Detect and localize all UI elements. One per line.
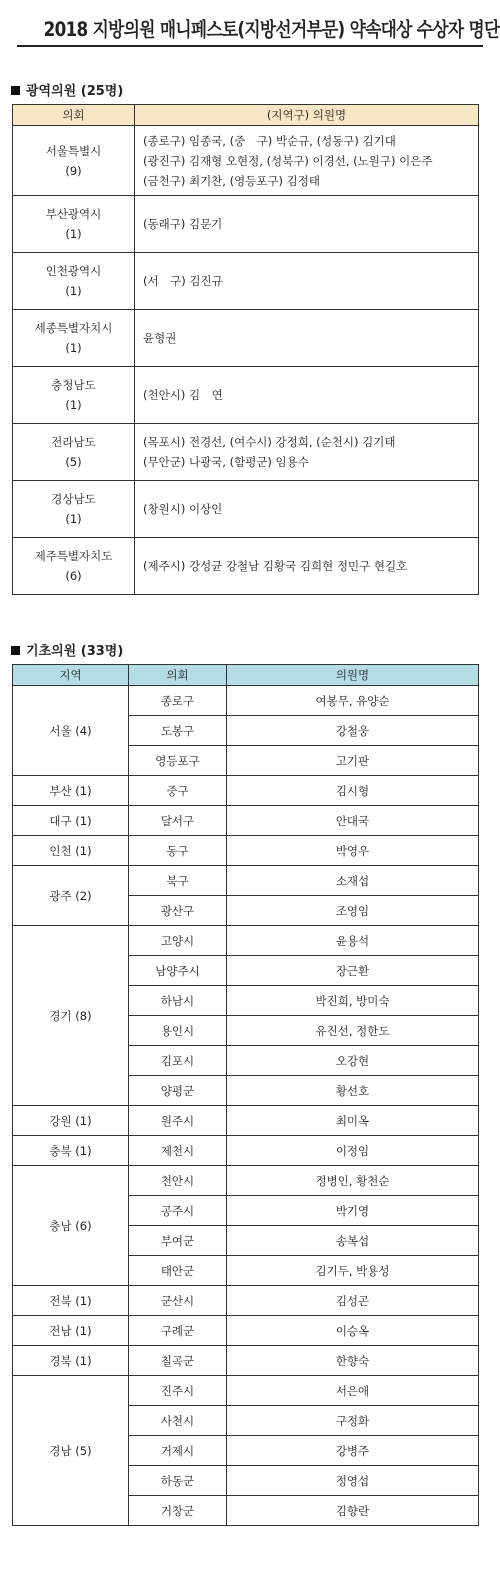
council-count: (1): [65, 512, 82, 526]
council-cell: [13, 481, 135, 538]
council-cell: [13, 310, 135, 367]
council-cell: 진주시: [129, 1376, 227, 1406]
member-names-cell: 윤용석: [227, 926, 479, 956]
table-header-row: [13, 665, 479, 686]
council-cell: 도봉구: [129, 716, 227, 746]
member-names-cell: 조영임: [227, 896, 479, 926]
square-bullet-icon: [11, 86, 20, 95]
member-names-cell: 이정임: [227, 1136, 479, 1166]
council-cell: 영등포구: [129, 746, 227, 776]
member-names-line: (금천구) 최기찬, (영등포구) 김정태: [143, 173, 320, 188]
member-names-cell: 김기두, 박용성: [227, 1256, 479, 1286]
header-names: (지역구) 의원명: [135, 105, 479, 126]
council-cell: 달서구: [129, 806, 227, 836]
member-names-line: (동래구) 김문기: [143, 217, 223, 231]
council-name: 인천광역시: [45, 264, 102, 278]
council-cell: 거제시: [129, 1436, 227, 1466]
council-count: (6): [65, 569, 82, 583]
member-names-cell: 황선호: [227, 1076, 479, 1106]
council-cell: 거창군: [129, 1496, 227, 1526]
region-cell: 대구 (1): [13, 806, 129, 836]
square-bullet-icon: [11, 646, 20, 655]
table-row: [13, 126, 479, 196]
table-row: [13, 310, 479, 367]
table-row: [13, 1376, 479, 1406]
member-names-line: (목포시) 전경선, (여수시) 강정희, (순천시) 김기태: [143, 435, 396, 449]
council-count: (9): [65, 163, 82, 178]
member-names-cell: 서은애: [227, 1376, 479, 1406]
title-underline: [17, 45, 483, 47]
section-heading-text: 기초의원 (33명): [26, 644, 124, 659]
region-cell: 부산 (1): [13, 776, 129, 806]
table-row: [13, 424, 479, 481]
member-names-cell: 고기판: [227, 746, 479, 776]
table-row: [13, 776, 479, 806]
council-cell: 제천시: [129, 1136, 227, 1166]
council-cell: 양평군: [129, 1076, 227, 1106]
council-cell: 북구: [129, 866, 227, 896]
section-heading-text: 광역의원 (25명): [26, 84, 124, 99]
member-names-cell: [135, 538, 479, 595]
member-names-line: (창원시) 이상인: [143, 502, 223, 516]
member-names-line: 윤형권: [143, 331, 177, 345]
table-header-row: [13, 105, 479, 126]
region-cell: 광주 (2): [13, 866, 129, 926]
member-names-cell: [135, 196, 479, 253]
region-cell: 전남 (1): [13, 1316, 129, 1346]
member-names-cell: 유진선, 정한도: [227, 1016, 479, 1046]
council-cell: [13, 424, 135, 481]
council-count: (5): [65, 455, 82, 469]
table-row: [13, 1136, 479, 1166]
table-row: [13, 196, 479, 253]
council-cell: [13, 253, 135, 310]
member-names-cell: 박기영: [227, 1196, 479, 1226]
table-row: [13, 836, 479, 866]
table-row: [13, 1166, 479, 1196]
section-heading-metropolitan: [11, 80, 123, 99]
table-row: [13, 1106, 479, 1136]
member-names-cell: 송복섭: [227, 1226, 479, 1256]
region-cell: 강원 (1): [13, 1106, 129, 1136]
council-cell: 천안시: [129, 1166, 227, 1196]
member-names-cell: 박영우: [227, 836, 479, 866]
council-name: 전라남도: [51, 435, 96, 449]
local-council-table: [12, 664, 479, 1526]
member-names-cell: 강철웅: [227, 716, 479, 746]
member-names-cell: 박진희, 방미숙: [227, 986, 479, 1016]
member-names-cell: [135, 424, 479, 481]
table-row: [13, 367, 479, 424]
table-row: [13, 253, 479, 310]
council-cell: 중구: [129, 776, 227, 806]
council-name: 세종특별자치시: [34, 321, 113, 335]
council-cell: 광산구: [129, 896, 227, 926]
member-names-line: (천안시) 김 연: [143, 388, 223, 402]
header-council: 의회: [129, 665, 227, 686]
council-cell: 태안군: [129, 1256, 227, 1286]
member-names-cell: 정병인, 황천순: [227, 1166, 479, 1196]
council-cell: 하남시: [129, 986, 227, 1016]
council-cell: 하동군: [129, 1466, 227, 1496]
member-names-cell: 오강현: [227, 1046, 479, 1076]
council-cell: 사천시: [129, 1406, 227, 1436]
table-row: [13, 806, 479, 836]
member-names-cell: 정영섭: [227, 1466, 479, 1496]
region-cell: 인천 (1): [13, 836, 129, 866]
council-cell: 동구: [129, 836, 227, 866]
council-count: (1): [65, 284, 82, 298]
council-cell: 원주시: [129, 1106, 227, 1136]
council-count: (1): [65, 341, 82, 355]
council-cell: 용인시: [129, 1016, 227, 1046]
section-heading-local: [11, 640, 123, 659]
council-count: (1): [65, 227, 82, 241]
member-names-line: (종로구) 임종국, (중 구) 박순규, (성동구) 김기대: [143, 133, 396, 148]
table-row: [13, 538, 479, 595]
council-name: 부산광역시: [45, 207, 102, 221]
table-row: [13, 926, 479, 956]
region-cell: 경기 (8): [13, 926, 129, 1106]
table-row: [13, 1346, 479, 1376]
header-region: 지역: [13, 665, 129, 686]
member-names-cell: 김성곤: [227, 1286, 479, 1316]
table-row: [13, 686, 479, 716]
council-cell: 부여군: [129, 1226, 227, 1256]
council-cell: [13, 538, 135, 595]
council-name: 충청남도: [51, 378, 96, 392]
member-names-cell: [135, 367, 479, 424]
member-names-cell: 최미옥: [227, 1106, 479, 1136]
council-count: (1): [65, 398, 82, 412]
table-row: [13, 866, 479, 896]
region-cell: 충북 (1): [13, 1136, 129, 1166]
member-names-cell: 장근환: [227, 956, 479, 986]
council-cell: 남양주시: [129, 956, 227, 986]
member-names-line: (무안군) 나광국, (함평군) 임용수: [143, 455, 309, 469]
region-cell: 충남 (6): [13, 1166, 129, 1286]
member-names-cell: [135, 253, 479, 310]
council-cell: [13, 367, 135, 424]
member-names-cell: 소재섭: [227, 866, 479, 896]
council-name: 제주특별자치도: [34, 549, 113, 563]
member-names-cell: [135, 310, 479, 367]
council-cell: 고양시: [129, 926, 227, 956]
member-names-cell: 한향숙: [227, 1346, 479, 1376]
table-row: [13, 1286, 479, 1316]
member-names-cell: 강병주: [227, 1436, 479, 1466]
region-cell: 경남 (5): [13, 1376, 129, 1526]
council-cell: 김포시: [129, 1046, 227, 1076]
council-cell: 군산시: [129, 1286, 227, 1316]
council-cell: [13, 126, 135, 196]
member-names-cell: [135, 126, 479, 196]
council-name: 경상남도: [51, 492, 96, 506]
table-row: [13, 481, 479, 538]
member-names-line: (광진구) 김재형 오현정, (성북구) 이경선, (노원구) 이은주: [143, 153, 433, 168]
metropolitan-council-table: [12, 104, 479, 595]
region-cell: 경북 (1): [13, 1346, 129, 1376]
member-names-line: (제주시) 강성균 강철남 김황국 김희현 정민구 현길호: [143, 559, 408, 573]
member-names-cell: 김향란: [227, 1496, 479, 1526]
region-cell: 전북 (1): [13, 1286, 129, 1316]
council-cell: 공주시: [129, 1196, 227, 1226]
header-council: 의회: [13, 105, 135, 126]
member-names-cell: 여봉무, 유양순: [227, 686, 479, 716]
council-cell: [13, 196, 135, 253]
member-names-cell: 이승옥: [227, 1316, 479, 1346]
council-name: 서울특별시: [45, 143, 102, 158]
member-names-cell: [135, 481, 479, 538]
member-names-line: (서 구) 김진규: [143, 274, 223, 288]
member-names-cell: 구정화: [227, 1406, 479, 1436]
council-cell: 종로구: [129, 686, 227, 716]
member-names-cell: 김시형: [227, 776, 479, 806]
region-cell: 서울 (4): [13, 686, 129, 776]
member-names-cell: 안대국: [227, 806, 479, 836]
table-row: [13, 1316, 479, 1346]
council-cell: 구례군: [129, 1316, 227, 1346]
council-cell: 칠곡군: [129, 1346, 227, 1376]
header-names: 의원명: [227, 665, 479, 686]
document-title: 2018 지방의원 매니페스토(지방선거부문) 약속대상 수상자 명단: [43, 18, 500, 41]
